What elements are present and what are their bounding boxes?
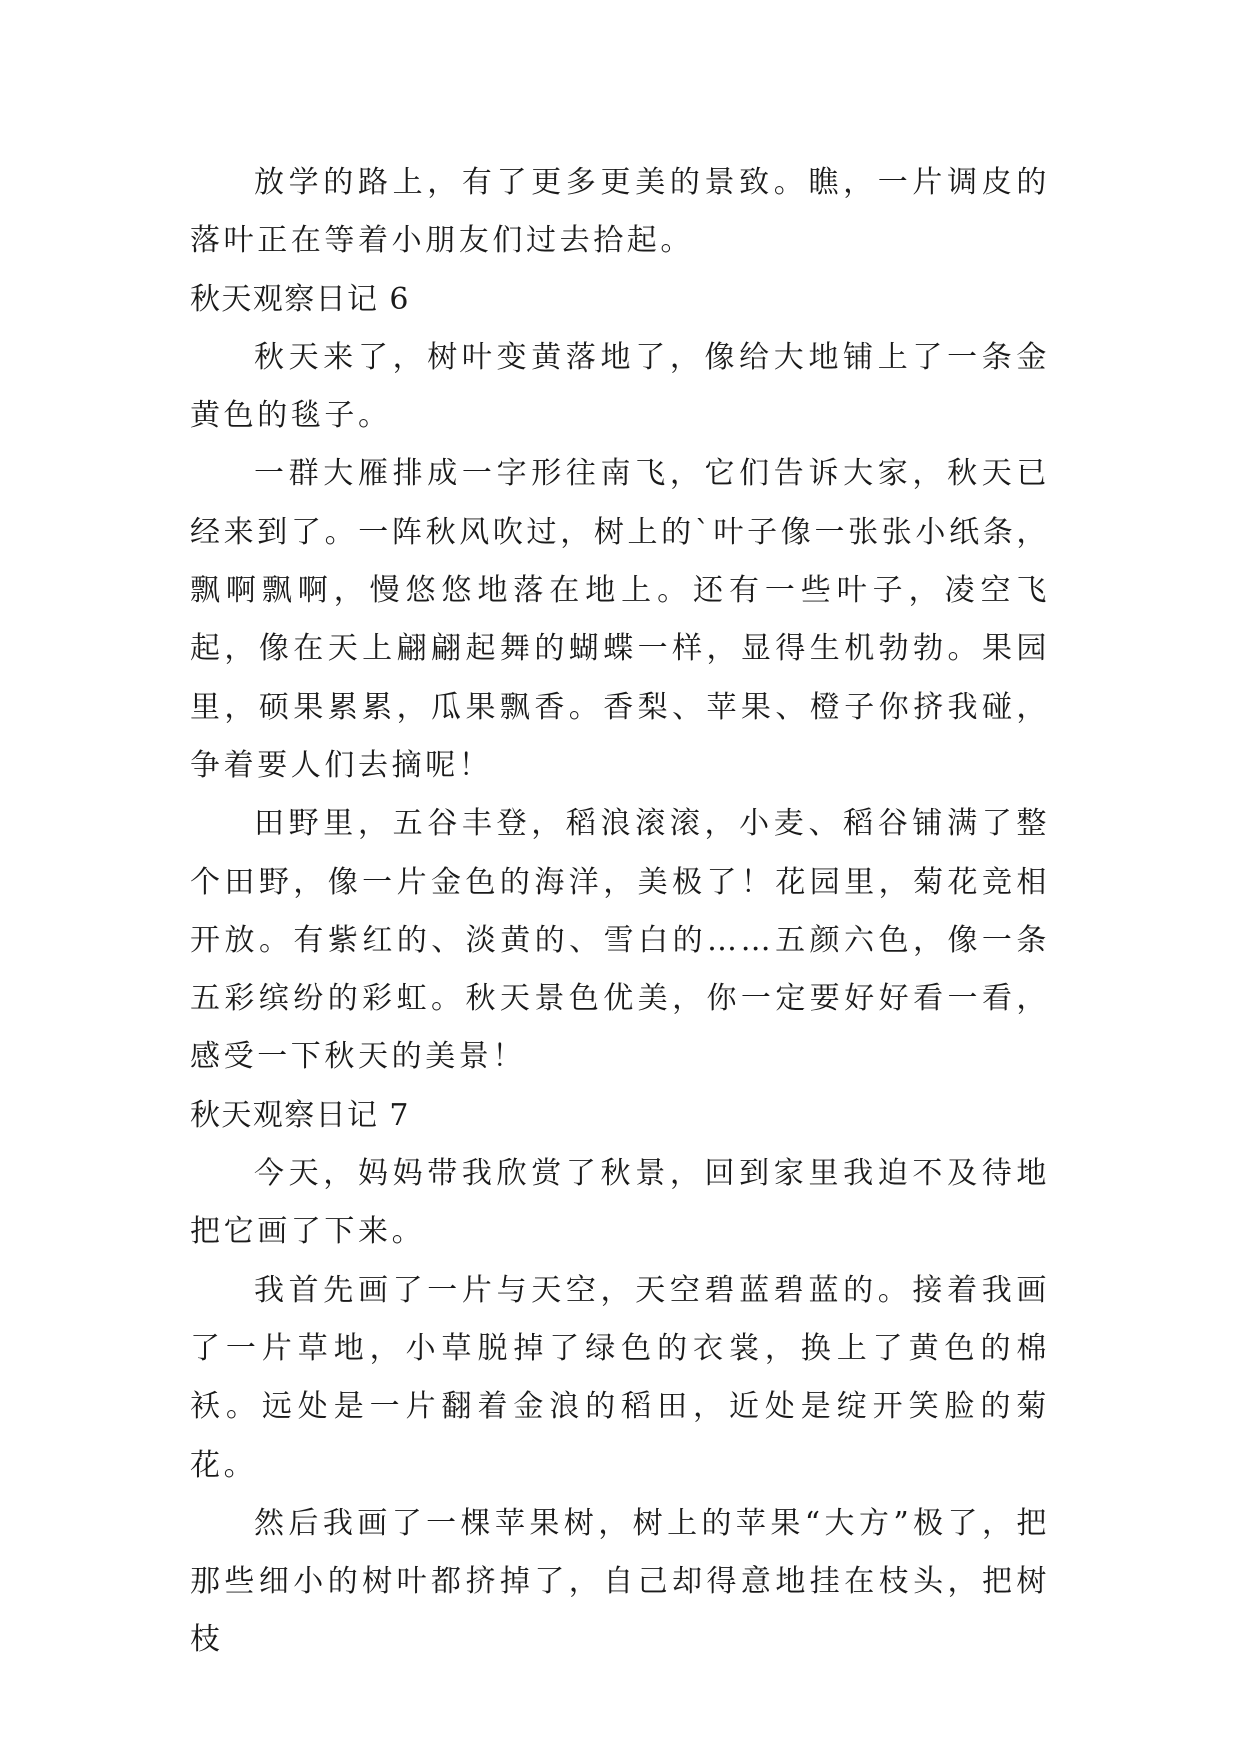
- section-heading: 秋天观察日记 6: [190, 281, 410, 317]
- paragraph: 一群大雁排成一字形往南飞，它们告诉大家，秋天已经来到了。一阵秋风吹过，树上的`叶子像一张张小纸条，飘啊飘啊，慢悠悠地落在地上。还有一些叶子，凌空飞起，像在天上翩翩起舞的蝴蝶一样，显得生机勃勃。果园里，硕果累累，瓜果飘香。香梨、苹果、橙子你挤我碰，争着要人们去摘呢！: [190, 456, 1050, 783]
- paragraph: 放学的路上，有了更多更美的景致。瞧，一片调皮的落叶正在等着小朋友们过去拾起。: [190, 165, 1050, 259]
- paragraph: 今天，妈妈带我欣赏了秋景，回到家里我迫不及待地把它画了下来。: [190, 1156, 1050, 1250]
- section-heading: 秋天观察日记 7: [190, 1097, 410, 1133]
- paragraph: 秋天来了，树叶变黄落地了，像给大地铺上了一条金黄色的毯子。: [190, 339, 1050, 434]
- paragraph: 田野里，五谷丰登，稻浪滚滚，小麦、稻谷铺满了整个田野，像一片金色的海洋，美极了！花园里，菊花竞相开放。有紫红的、淡黄的、雪白的……五颜六色，像一条五彩缤纷的彩虹。秋天景色优美，你一定要好好看一看，感受一下秋天的美景！: [190, 806, 1050, 1075]
- document-body: [190, 154, 1050, 1670]
- paragraph: 然后我画了一棵苹果树，树上的苹果“大方”极了，把那些细小的树叶都挤掉了，自己却得意地挂在枝头，把树枝: [190, 1505, 1050, 1658]
- paragraph: 我首先画了一片与天空，天空碧蓝碧蓝的。接着我画了一片草地，小草脱掉了绿色的衣裳，换上了黄色的棉袄。远处是一片翻着金浪的稻田，近处是绽开笑脸的菊花。: [190, 1272, 1050, 1483]
